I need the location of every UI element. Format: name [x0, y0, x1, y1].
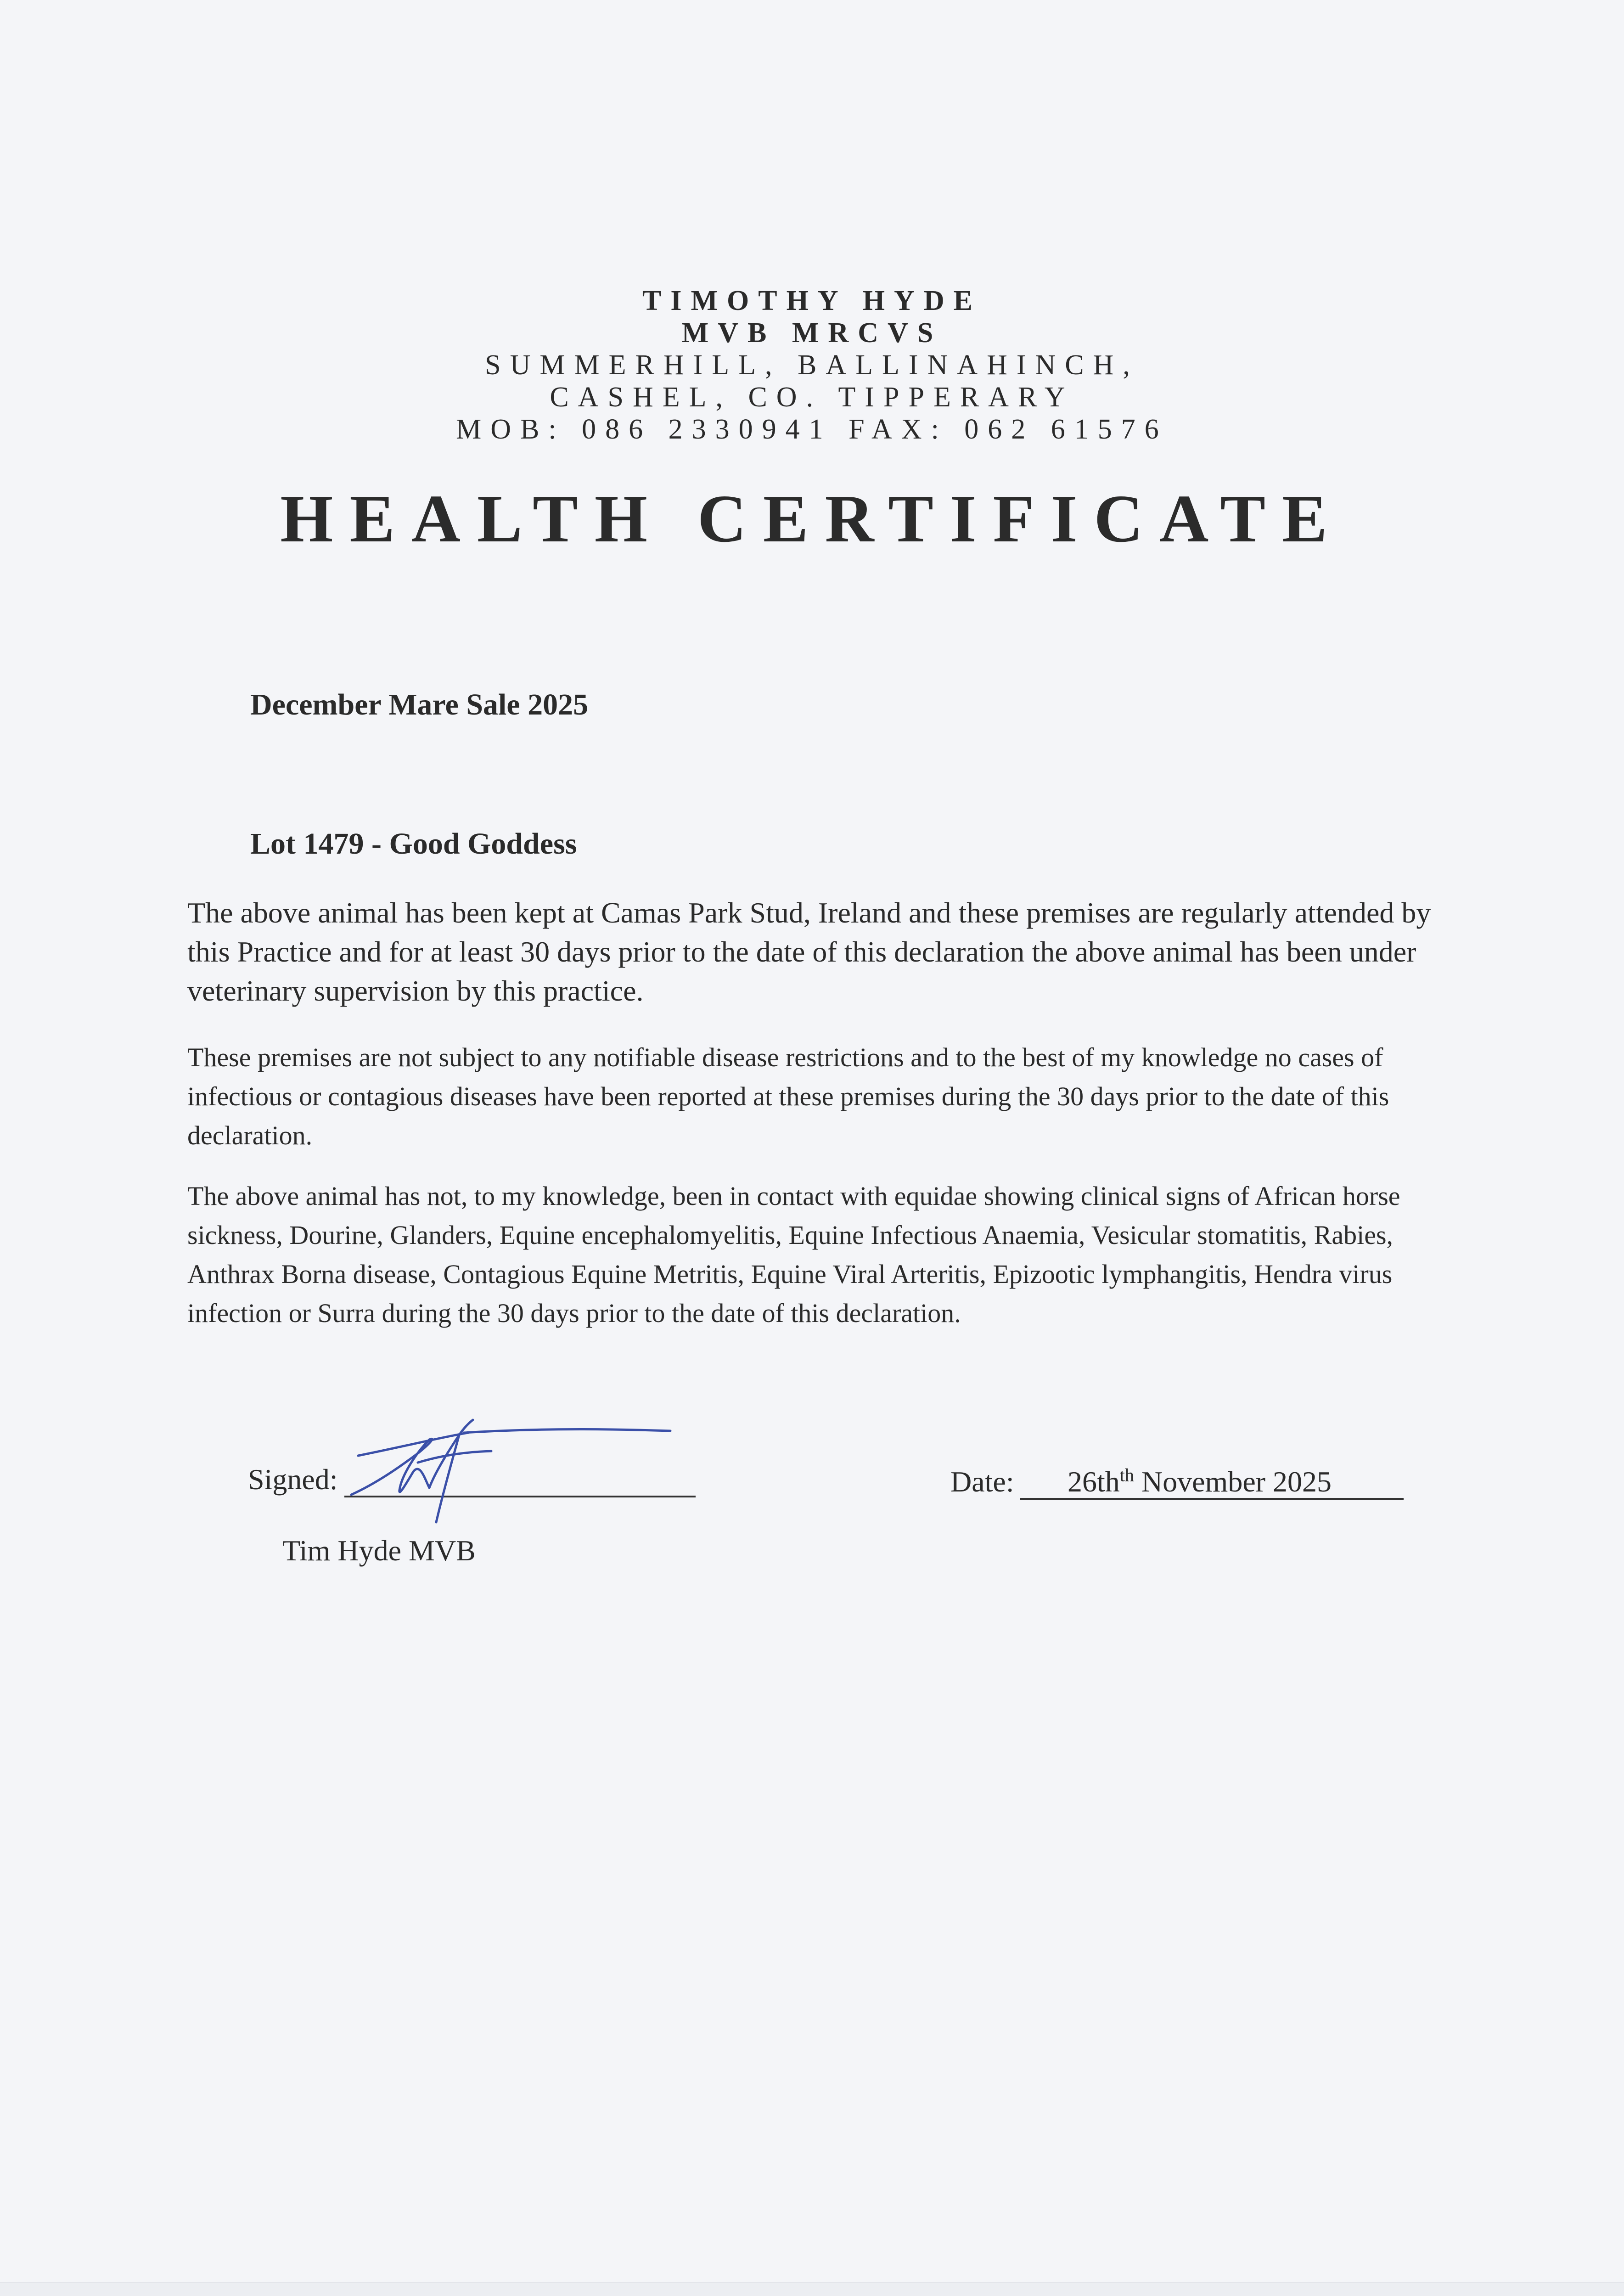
- contact-line: MOB: 086 2330941 FAX: 062 61576: [456, 414, 1168, 445]
- date-superscript: th: [1119, 1464, 1134, 1486]
- address-line-2: CASHEL, CO. TIPPERARY: [550, 382, 1074, 413]
- date-day: 26th: [1068, 1465, 1120, 1498]
- vet-name: TIMOTHY HYDE: [642, 285, 982, 316]
- handwritten-signature: [349, 1414, 698, 1538]
- page-bottom-edge: [0, 2282, 1624, 2296]
- paragraph-premises: These premises are not subject to any notifiable disease restrictions and to the best of my knowledge no cases of infectious or contagious diseases have been reported at these premises during the 30 days prior to the date of this declaration.: [187, 1042, 1389, 1150]
- paragraph-supervision: The above animal has been kept at Camas Park Stud, Ireland and these premises are regularly attended by this Practice and for at least 30 days prior to the date of this declaration the above animal has been under veterinary supervision by this practice.: [187, 896, 1431, 1007]
- date-label: Date:: [950, 1465, 1014, 1498]
- address-line-1: SUMMERHILL, BALLINAHINCH,: [485, 349, 1139, 381]
- lot-name: Lot 1479 - Good Goddess: [250, 827, 577, 861]
- date-value: [1068, 1465, 1332, 1499]
- letterhead: [0, 285, 1624, 445]
- signer-name: Tim Hyde MVB: [282, 1534, 476, 1567]
- document-title: HEALTH CERTIFICATE: [280, 481, 1344, 557]
- date-month-year: November 2025: [1134, 1465, 1332, 1498]
- paragraph-diseases: The above animal has not, to my knowledge, been in contact with equidae showing clinical signs of African horse sickness, Dourine, Glanders, Equine encephalomyelitis, Equine Infectious Anaemia, Vesicular stomatitis, Rabies, Anthrax Borna disease, Contagious Equine Metritis, Equine Viral Arteritis, Epizootic lymphangitis, Hendra virus infection or Surra during the 30 days prior to the date of this declaration.: [187, 1181, 1400, 1328]
- vet-qualifications: MVB MRCVS: [681, 317, 943, 349]
- sale-name: December Mare Sale 2025: [250, 688, 589, 721]
- signed-label: Signed:: [248, 1463, 338, 1496]
